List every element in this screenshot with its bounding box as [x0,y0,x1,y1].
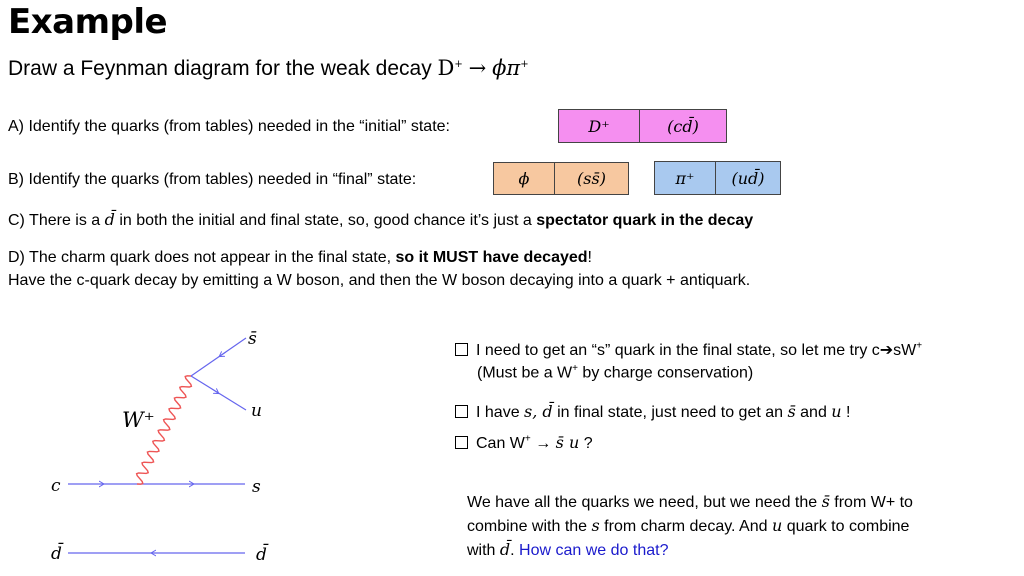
bullet-1-tail: sW [893,342,917,359]
d-plus-particle: D⁺ [559,110,640,142]
bullet-2-math-2: s̄ [787,402,796,421]
label-s-bar: s̄ [248,329,257,349]
d-plus-box [558,109,727,143]
phi-box [493,162,629,195]
bullet-2-math: s, d̄ [524,402,553,421]
bullet-1 [455,340,922,360]
bullet-3 [455,433,593,453]
step-d-post: ! [587,249,592,266]
paragraph-line-2 [467,516,909,536]
bullet-1-line-2-post: by charge conservation) [577,364,754,382]
paragraph-l3-math: d̄ [499,540,511,559]
label-d-bar-right: d̄ [256,545,267,565]
step-c-pre: C) There is a [8,212,105,229]
paragraph-l1-pre: We have all the quarks we need, but we need the [467,494,822,511]
step-d-bold: so it MUST have decayed [395,249,588,266]
products-charge: + [520,59,529,70]
paragraph-l2-post: quark to combine [782,518,910,535]
bullet-3-post: ? [579,435,593,452]
paragraph-line-3 [467,540,668,560]
checkbox-icon [455,405,468,418]
paragraph-line-1 [467,492,913,512]
pi-plus-particle: π⁺ [655,162,716,194]
bullet-1-sup: + [916,340,923,352]
decay-parent: D [437,56,455,80]
pi-plus-box [654,161,781,195]
d-plus-quarks: (cd̄) [667,116,699,136]
subtitle-text: Draw a Feynman diagram for the weak decay [8,57,438,80]
label-w-plus: W⁺ [122,408,155,432]
bullet-1-line-2 [477,363,753,382]
arrow-icon: ➔ [879,342,894,359]
paragraph-l1-post: from W+ to [829,494,913,511]
bullet-3-pre: Can W [476,435,525,452]
bullet-2-and: and [795,404,832,421]
pi-plus-quarks: (ud̄) [731,168,765,188]
feynman-diagram [0,0,463,576]
up-line [191,376,246,410]
label-u: u [251,401,262,421]
step-c-quark: d̄ [104,210,115,229]
checkbox-icon [455,343,468,356]
paragraph-l2-mid: from charm decay. And [599,518,772,535]
decay-products: ϕπ [492,56,521,80]
step-c-bold: spectator quark in the decay [536,212,754,229]
checkbox-icon [455,436,468,449]
anti-strange-arrow [220,352,226,356]
up-arrow [212,389,218,393]
paragraph-l2-math-2: u [771,516,783,535]
question-link-text: How can we do that? [519,542,669,559]
page-title: Example [8,2,168,42]
bullet-1-text: I need to get an “s” quark in the final state, so let me try c [476,342,880,359]
paragraph-l1-math: s̄ [821,492,830,511]
bullet-3-arrow: → [530,435,556,452]
label-d-bar-left: d̄ [51,544,62,564]
step-d-pre: D) The charm quark does not appear in the final state, [8,249,396,266]
parent-charge: + [454,59,463,70]
label-s: s [252,477,261,497]
bullet-3-sup: + [524,433,531,445]
bullet-1-line-2-pre: (Must be a W [477,364,573,382]
paragraph-l2-pre: combine with the [467,518,592,535]
phi-quarks: (ss̄) [577,169,606,188]
step-c-mid: in both the initial and final state, so, good chance it’s just a [114,212,537,229]
anti-strange-line [191,338,246,376]
bullet-2-pre: I have [476,404,525,421]
bullet-2 [455,402,851,422]
bullet-2-mid: in final state, just need to get an [552,404,788,421]
phi-particle: ϕ [494,163,555,194]
step-b-text: B) Identify the quarks (from tables) needed in “final” state: [8,171,417,188]
bullet-2-post: ! [841,404,851,421]
step-d-continuation: Have the c-quark decay by emitting a W boson, and then the W boson decaying into a quark + antiquark. [8,272,751,289]
bullet-3-math: s̄ u [555,433,580,452]
label-c: c [51,476,61,496]
step-a-text: A) Identify the quarks (from tables) needed in the “initial” state: [8,118,450,135]
paragraph-l3-pre: with [467,542,500,559]
bullet-2-math-3: u [831,402,842,421]
decay-arrow: → [468,56,487,80]
paragraph-l3-mid: . [510,542,520,559]
bullet-1-line-2-sup: + [572,363,578,374]
paragraph-l2-math: s [591,516,600,535]
